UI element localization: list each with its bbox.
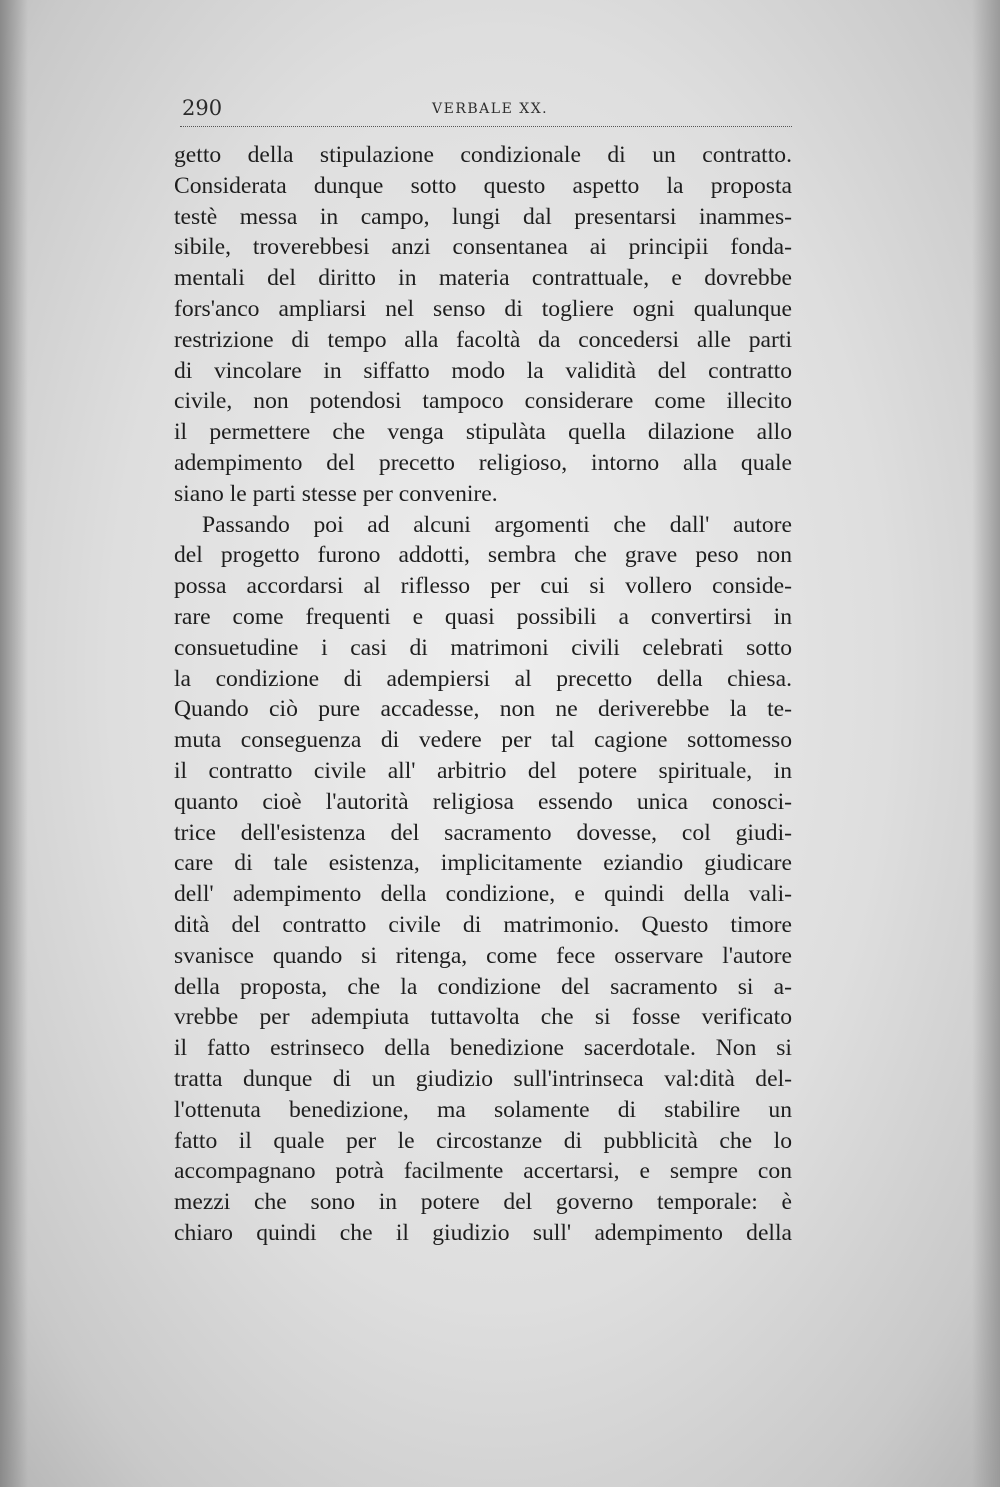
text-line: la condizione di adempiersi al precetto della chiesa. (174, 665, 792, 692)
text-line: di vincolare in siffatto modo la validità del contratto (174, 357, 792, 384)
text-line: fatto il quale per le circostanze di pubblicità che lo (174, 1127, 792, 1154)
text-line: Considerata dunque sotto questo aspetto la proposta (174, 172, 792, 199)
text-line: chiaro quindi che il giudizio sull' adempimento della (174, 1219, 792, 1246)
running-title: VERBALE XX. (432, 101, 549, 117)
text-line: l'ottenuta benedizione, ma solamente di stabilire un (174, 1096, 792, 1123)
text-line: accompagnano potrà facilmente accertarsi, e sempre con (174, 1158, 792, 1185)
text-line: mentali del diritto in materia contrattuale, e dovrebbe (174, 265, 792, 292)
text-line: muta conseguenza di vedere per tal cagione sottomesso (174, 727, 792, 754)
text-line: il contratto civile all' arbitrio del potere spirituale, in (174, 757, 792, 784)
text-line: civile, non potendosi tampoco considerare come illecito (174, 388, 792, 415)
text-line: il permettere che venga stipulàta quella dilazione allo (174, 419, 792, 446)
body-text (174, 140, 792, 1249)
text-line: tratta dunque di un giudizio sull'intrinseca val:dità del- (174, 1065, 792, 1092)
paragraph-start-line: Passando poi ad alcuni argomenti che dall' autore (202, 511, 792, 538)
text-line: svanisce quando si ritenga, come fece osservare l'autore (174, 942, 792, 969)
page-number: 290 (182, 96, 223, 120)
text-line: getto della stipulazione condizionale di un contratto. (174, 142, 792, 168)
text-line: mezzi che sono in potere del governo temporale: è (174, 1189, 792, 1216)
text-line: vrebbe per adempiuta tuttavolta che si fosse verificato (174, 1004, 792, 1031)
text-line: testè messa in campo, lungi dal presentarsi inammes- (174, 203, 792, 230)
text-line: restrizione di tempo alla facoltà da concedersi alle parti (174, 326, 792, 353)
text-line: Quando ciò pure accadesse, non ne deriverebbe la te- (174, 696, 792, 723)
right-page-shadow (972, 0, 1000, 1487)
text-line: sibile, troverebbesi anzi consentanea ai principii fonda- (174, 234, 792, 261)
text-line: adempimento del precetto religioso, intorno alla quale (174, 449, 792, 476)
text-line: del progetto furono addotti, sembra che grave peso non (174, 542, 792, 569)
text-line: trice dell'esistenza del sacramento dovesse, col giudi- (174, 819, 792, 846)
text-line: consuetudine i casi di matrimoni civili celebrati sotto (174, 634, 792, 661)
text-line: possa accordarsi al riflesso per cui si vollero conside- (174, 573, 792, 600)
text-line: fors'anco ampliarsi nel senso di togliere ogni qualunque (174, 295, 792, 322)
text-line: dità del contratto civile di matrimonio. Questo timore (174, 911, 792, 938)
left-page-shadow (0, 0, 28, 1487)
page-header (180, 90, 792, 130)
text-line: della proposta, che la condizione del sacramento si a- (174, 973, 792, 1000)
text-line: dell' adempimento della condizione, e quindi della vali- (174, 881, 792, 908)
header-rule (180, 126, 792, 127)
paragraph-end-line: siano le parti stesse per convenire. (174, 480, 498, 507)
text-line: quanto cioè l'autorità religiosa essendo unica conosci- (174, 788, 792, 815)
text-line: il fatto estrinseco della benedizione sacerdotale. Non si (174, 1035, 792, 1062)
text-line: care di tale esistenza, implicitamente eziandio giudicare (174, 850, 792, 877)
text-line: rare come frequenti e quasi possibili a convertirsi in (174, 603, 792, 630)
